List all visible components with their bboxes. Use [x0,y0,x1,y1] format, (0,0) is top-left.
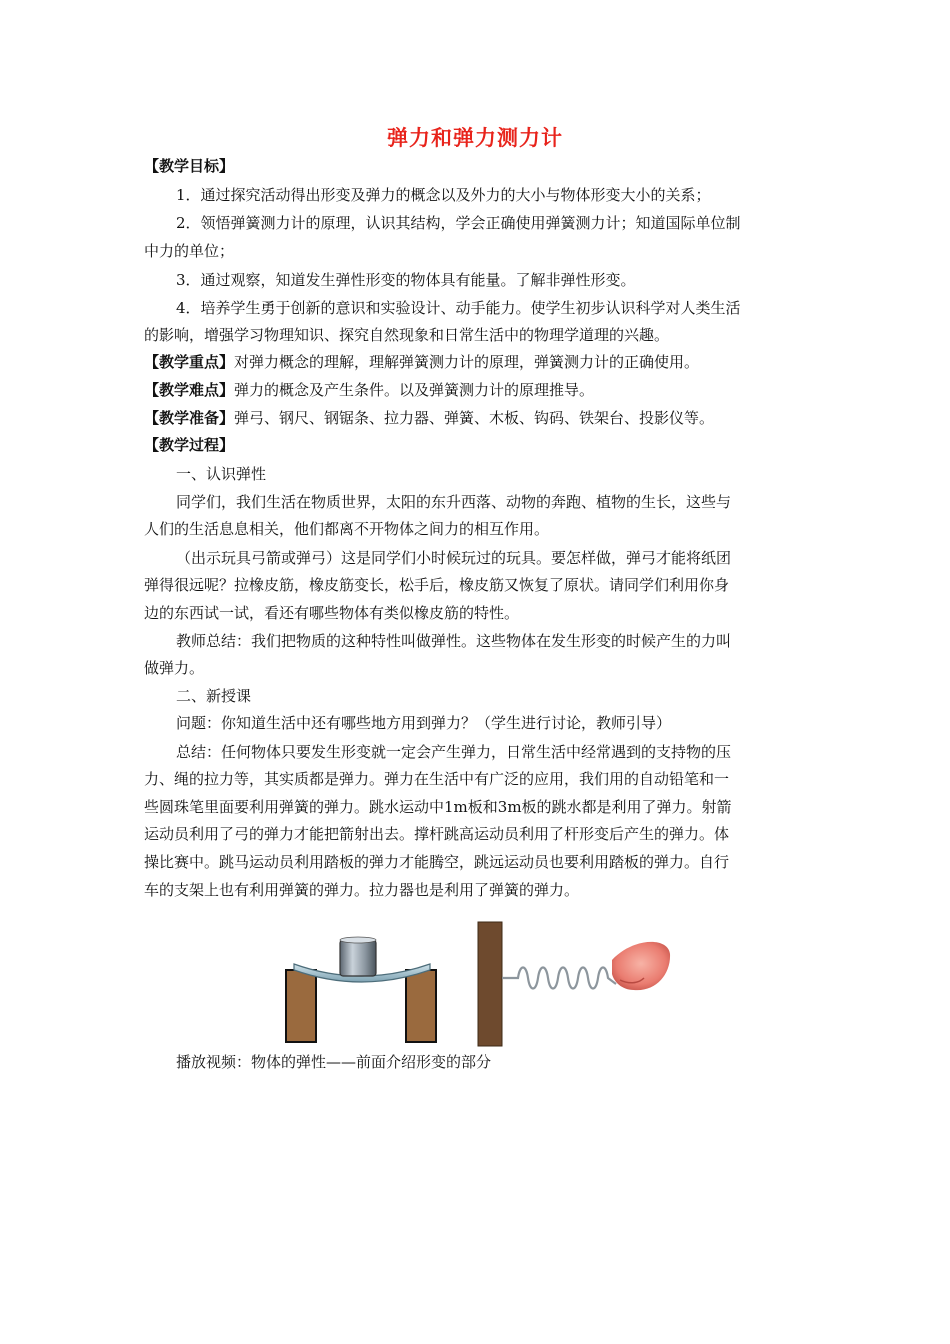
paragraph-line: 做弹力。 [144,659,205,677]
paragraph-line: 运动员利用了弓的弹力才能把箭射出去。撑杆跳高运动员利用了杆形变后产生的弹力。体 [144,825,730,843]
section-heading-preparation: 【教学准备】 [144,409,235,427]
elasticity-illustration [272,918,672,1048]
weight-block [340,940,376,976]
difficulties-line [144,380,594,400]
left-support-block [286,970,316,1042]
elasticity-figure-svg [272,918,672,1048]
paragraph-line: 边的东西试一试，看还有哪些物体有类似橡皮筋的特性。 [144,604,520,622]
paragraph-line: 力、绳的拉力等，其实质都是弹力。弹力在生活中有广泛的应用，我们用的自动铅笔和一 [144,770,730,788]
paragraph-line: 些圆珠笔里面要利用弹簧的弹力。跳水运动中1m板和3m板的跳水都是利用了弹力。射箭 [144,798,732,816]
paragraph-line: 的影响，增强学习物理知识、探究自然现象和日常生活中的物理学道理的兴趣。 [144,326,670,344]
preparation-line [144,408,714,428]
paragraph-line: 车的支架上也有利用弹簧的弹力。拉力器也是利用了弹簧的弹力。 [144,881,580,899]
paragraph-line: 中力的单位； [144,242,235,260]
weight-top [340,937,376,943]
paragraph-line: 问题：你知道生活中还有哪些地方用到弹力？（学生进行讨论，教师引导） [176,714,672,732]
subsection-heading: 一、认识弹性 [176,465,267,483]
key-points-line [144,352,699,372]
difficulties-text: 弹力的概念及产生条件。以及弹簧测力计的原理推导。 [234,381,595,399]
hand-icon [612,942,670,990]
paragraph-line: 教师总结：我们把物质的这种特性叫做弹性。这些物体在发生形变的时候产生的力叫 [176,632,732,650]
section-heading-key-points: 【教学重点】 [144,353,235,371]
section-heading-goals: 【教学目标】 [144,157,235,175]
subsection-heading: 二、新授课 [176,687,252,705]
section-heading-process: 【教学过程】 [144,436,235,454]
right-support-block [406,970,436,1042]
paragraph-line: 4．培养学生勇于创新的意识和实验设计、动手能力。使学生初步认识科学对人类生活 [176,299,741,317]
paragraph-line: 2．领悟弹簧测力计的原理，认识其结构，学会正确使用弹簧测力计；知道国际单位制 [176,214,741,232]
key-points-text: 对弹力概念的理解，理解弹簧测力计的原理，弹簧测力计的正确使用。 [234,353,700,371]
paragraph-line: （出示玩具弓箭或弹弓）这是同学们小时候玩过的玩具。要怎样做，弹弓才能将纸团 [176,549,732,567]
wooden-board [478,922,502,1046]
preparation-text: 弹弓、钢尺、钢锯条、拉力器、弹簧、木板、钩码、铁架台、投影仪等。 [234,409,715,427]
paragraph-line: 人们的生活息息相关，他们都离不开物体之间力的相互作用。 [144,520,550,538]
document-title: 弹力和弹力测力计 [387,126,563,150]
paragraph-line: 3．通过观察，知道发生弹性形变的物体具有能量。了解非弹性形变。 [176,271,636,289]
paragraph-line: 操比赛中。跳马运动员利用踏板的弹力才能腾空，跳远运动员也要利用踏板的弹力。自行 [144,853,730,871]
paragraph-line: 同学们，我们生活在物质世界，太阳的东升西落、动物的奔跑、植物的生长，这些与 [176,493,732,511]
spring [502,968,616,989]
section-heading-difficulties: 【教学难点】 [144,381,235,399]
paragraph-line: 播放视频：物体的弹性——前面介绍形变的部分 [176,1053,492,1071]
paragraph-line: 1．通过探究活动得出形变及弹力的概念以及外力的大小与物体形变大小的关系； [176,186,711,204]
paragraph-line: 总结：任何物体只要发生形变就一定会产生弹力，日常生活中经常遇到的支持物的压 [176,743,732,761]
paragraph-line: 弹得很远呢？拉橡皮筋，橡皮筋变长，松手后，橡皮筋又恢复了原状。请同学们利用你身 [144,576,730,594]
